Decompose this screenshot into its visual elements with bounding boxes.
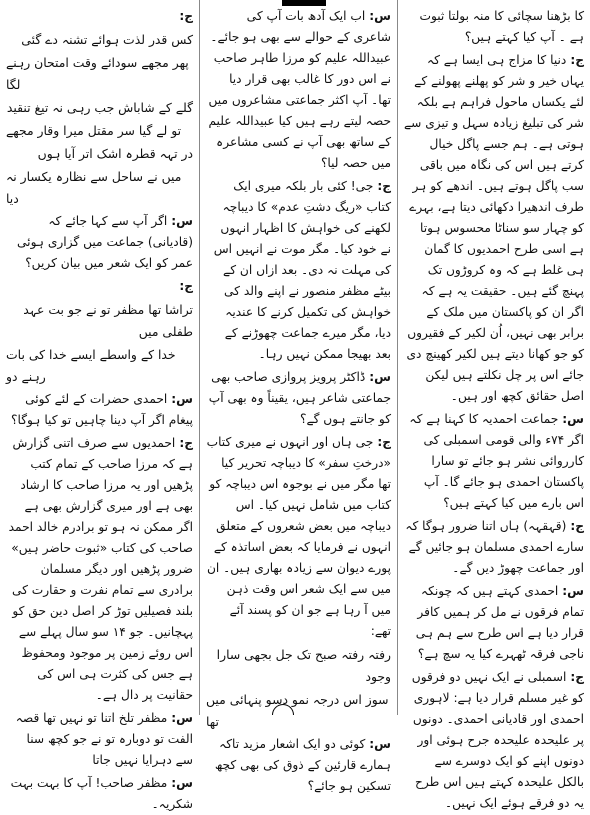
question-paragraph — [404, 581, 584, 665]
speaker-label: ج: — [570, 670, 584, 684]
speaker-label: س: — [171, 214, 193, 228]
column-right — [398, 0, 590, 810]
question-paragraph — [6, 773, 193, 815]
answer-paragraph — [404, 50, 584, 407]
paragraph-text: جی ہاں اور انہوں نے میری کتاب «درختِ سفر» کا دیباچہ تحریر کیا تھا مگر میں نے بوجوہ اس دیباچہ کو کتاب میں شامل نہیں کیا۔ اس دیباچہ میں بعض شعروں کے متعلق انہوں نے فرمایا کہ بعض اساتذہ کے پورے دیوان سے زیادہ بھاری ہیں۔ ان میں سے ایک شعر اس وقت ذہن میں آ رہا ہے جو ان کو پسند آئے تھے: — [206, 435, 391, 638]
answer-paragraph — [404, 6, 584, 48]
column-left — [0, 0, 200, 811]
verse-line: کس قدر لذت ہوائے تشنہ دے گئی — [21, 32, 193, 47]
verse-line: میں نے ساحل سے نظارہ یکسار نہ دیا — [6, 169, 182, 206]
question-paragraph — [206, 6, 391, 174]
verse-line: تو لے گیا سر مقتل میرا وقار مجھے — [6, 123, 182, 138]
verse-line: رفتہ رفتہ صبح تک جل بجھی سارا وجود — [216, 647, 391, 684]
column-middle — [200, 0, 398, 793]
question-paragraph — [206, 734, 391, 797]
paragraph-text: اگر آپ سے کہا جائے کہ (قادیانی) جماعت میں گزاری ہوئی عمر کو ایک شعر میں بیان کریں؟ — [17, 214, 193, 270]
paragraph-text: احمدی حضرات کے لئے کوئی پیغام اگر آپ دینا چاہیں تو کیا ہوگا؟ — [11, 392, 193, 427]
verse-line: خدا کے واسطے ایسے خدا کی بات رہنے دو — [6, 347, 176, 384]
paragraph-text: کا بڑھنا سچائی کا منہ بولتا ثبوت ہے ۔ آپ کیا کہتے ہیں؟ — [419, 9, 584, 44]
question-paragraph — [6, 708, 193, 771]
speaker-label: س: — [369, 737, 391, 751]
question-paragraph — [6, 211, 193, 274]
answer-paragraph — [404, 516, 584, 579]
paragraph-text: کوئی دو ایک اشعار مزید تاکہ ہمارے قارئین کے ذوق کی بھی کچھ تسکین ہو جائے؟ — [214, 737, 391, 793]
answer-paragraph — [6, 6, 193, 27]
question-paragraph — [6, 389, 193, 431]
paragraph-text: احمدیوں سے صرف اتنی گزارش ہے کہ مرزا صاحب کے تمام کتب پڑھیں اور یہ مرزا صاحب کا ارشاد بھی ہے اور میری گزارش بھی ہے اگر ممکن نہ ہو تو برادرم خالد احمد صاحب کی کتاب «ثبوت حاضر ہیں» ضرور پڑھیں اور دیگر مسلمان برادری سے تمام نفرت و حقارت کی بلند فصیلیں توڑ کر اصل دین حق کو پہچانیں۔ جو ۱۴ سو سال پہلے سے اس روئے زمین پر موجود ومحفوظ ہے جس کی کثرت ہی اس کی حقانیت پر دال ہے۔ — [8, 436, 193, 702]
speaker-label: س: — [369, 370, 391, 384]
speaker-label: ج: — [179, 436, 193, 450]
paragraph-text: مظفر صاحب! آپ کا بہت بہت شکریہ۔ — [10, 776, 193, 811]
paragraph-text: دنیا کا مزاج ہی ایسا ہے کہ یہاں خیر و شر کو پھلنے پھولنے کے لئے یکساں ماحول فراہم ہے بلکہ شر کی تبلیغ زیادہ سہل و تیزی سے ہوتی ہے۔ ہم جسے پاگل خیال کرتے ہیں اس کی نگاہ میں باقی سب پاگل ہوتے ہیں۔ اندھے کو ہر طرف اندھیرا دکھائی دیتا ہے، بہرے کو چہار سو سناٹا محسوس ہوتا ہے اسی طرح احمدیوں کا گمان ہی غلط ہے کہ وہ کروڑوں تک پہنچ گئے ہیں۔ حقیقت یہ ہے کہ اگر ان کو پاکستان میں ملک کے برابر بھی نہیں، اُن لکیر کے فقیروں کو جو کھانا دیتے ہیں لکیر کھینچ دی جائے اس پر چل نکلتے ہیں لیکن اصل حقائق کچھ اور ہیں۔ — [404, 53, 584, 403]
answer-paragraph — [206, 176, 391, 365]
speaker-label: س: — [562, 584, 584, 598]
verse-line: تراشا تھا مظفر تو نے جو بت عہد طفلی میں — [23, 302, 193, 339]
paragraph-text: جی! کئی بار بلکہ میری ایک کتاب «ریگ دشتِ عدم» کا دیباچہ لکھنے کی خواہش کا اظہار انہوں نے خود کیا۔ مگر موت نے انہیں اس کی مہلت نہ دی۔ بعد ازاں ان کے بیٹے مظفر منصور نے اپنے والد کی خواہش کی تکمیل کرنے کا عندیہ دیا، مگر میرے جماعت چھوڑنے کے بعد بھیجا ممکن نہیں رہا۔ — [213, 179, 391, 361]
speaker-label: ج: — [179, 9, 193, 23]
speaker-label: ج: — [377, 435, 391, 449]
paragraph-text: احمدی کہتے ہیں کہ چونکہ تمام فرقوں نے مل کر ہمیں کافر قرار دیا ہے اس طرح سے ہم ہی ناجی فرقہ ٹھہرے کیا یہ سچ ہے؟ — [415, 584, 584, 661]
speaker-label: س: — [369, 9, 391, 23]
verse-line: پھر مجھے سودائے وقت امتحان رہنے لگا — [6, 55, 189, 92]
paragraph-text: جماعت احمدیہ کا کہنا ہے کہ اگر ۷۴ء والی قومی اسمبلی کی کارروائی نشر ہو جائے تو سارا پاکستان احمدی ہو جائے گا۔ آپ اس بارے میں کیا کہتے ہیں؟ — [409, 412, 584, 510]
speaker-label: ج: — [570, 519, 584, 533]
speaker-label: ج: — [377, 179, 391, 193]
paragraph-text: اسمبلی نے ایک نہیں دو فرقوں کو غیر مسلم قرار دیا ہے: لاہوری احمدی اور قادیانی احمدی۔ دونوں پر علیحدہ علیحدہ جرح ہوئی اور دونوں اپنے کو ایک دوسرے سے بالکل علیحدہ کہتے ہیں اس طرح یہ دو فرقے ہوئے ایک نہیں۔ — [411, 670, 584, 810]
paragraph-text: ڈاکٹر پرویز پروازی صاحب بھی جماعتی شاعر ہیں، یقیناً وہ بھی آپ کو جانتے ہوں گے؟ — [208, 370, 391, 426]
answer-paragraph — [6, 276, 193, 297]
speaker-label: س: — [171, 392, 193, 406]
speaker-label: س: — [562, 412, 584, 426]
paragraph-text: مظفر تلخ اتنا تو نہیں تھا قصہ الفت تو دوبارہ تو نے جو کچھ سنا سے دہرایا نہیں جاتا — [15, 711, 193, 767]
question-paragraph — [206, 367, 391, 430]
paragraph-text: اب ایک آدھ بات آپ کی شاعری کے حوالے سے بھی ہو جائے۔ عبیداللہ علیم کو مرزا طاہر صاحب نے اس دور کا غالب بھی قرار دیا تھا۔ آپ اکثر جماعتی مشاعروں میں حصہ لیتے رہے ہیں کیا عبیداللہ علیم کے ساتھ بھی آپ نے کسی مشاعرہ میں حصہ لیا؟ — [208, 9, 391, 170]
speaker-label: ج: — [179, 279, 193, 293]
question-paragraph — [404, 409, 584, 514]
speaker-label: ج: — [570, 53, 584, 67]
paragraph-text: (قہقہہ) ہاں اتنا ضرور ہوگا کہ سارے احمدی مسلمان ہو جائیں گے اور جماعت چھوڑ دیں گے۔ — [405, 519, 584, 575]
speaker-label: س: — [171, 711, 193, 725]
verse-line: در تہہ قطرہ اشک اتر آیا ہوں — [37, 146, 193, 161]
answer-paragraph — [404, 667, 584, 814]
answer-paragraph — [6, 433, 193, 706]
answer-paragraph — [206, 432, 391, 642]
verse-line: سوز اس درجہ نمو دسو پنہائی میں تھا — [206, 692, 389, 729]
verse-line: گلے کے شاباش جب رہی نہ تیغ تنقید — [6, 100, 193, 115]
speaker-label: س: — [171, 776, 193, 790]
